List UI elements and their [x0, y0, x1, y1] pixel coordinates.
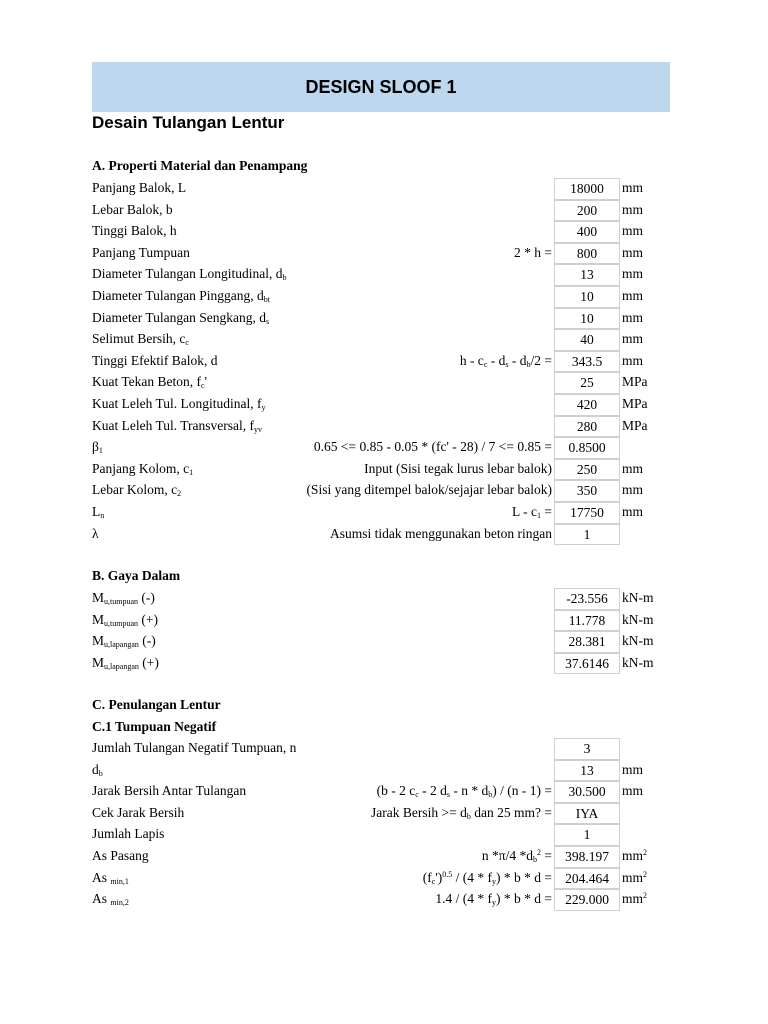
table-row [92, 351, 692, 373]
row-value-cell[interactable]: 200 [554, 200, 620, 222]
table-row [92, 308, 692, 330]
row-label: Diameter Tulangan Longitudinal, $d_b$ [92, 266, 287, 283]
row-label: As $_{min,1}$ [92, 869, 129, 886]
table-row [92, 824, 692, 846]
row-formula: $(f_c')^{0.5} / (4 * f_y)$ * b * d = [422, 869, 552, 886]
row-label: $M_{u,tumpuan}$ (-) [92, 590, 155, 606]
row-value-cell[interactable]: 3 [554, 738, 620, 760]
table-row [92, 243, 692, 265]
row-label: Diameter Tulangan Sengkang, $d_s$ [92, 309, 270, 326]
row-unit: mm [622, 223, 644, 239]
row-label: Cek Jarak Bersih [92, 804, 185, 820]
row-formula: Input (Sisi tegak lurus lebar balok) [364, 460, 552, 476]
row-formula: (Sisi yang ditempel balok/sejajar lebar balok) [306, 482, 552, 498]
row-value-cell[interactable]: 1 [554, 524, 620, 546]
table-row [92, 846, 692, 868]
row-unit: kN-m [622, 590, 654, 605]
row-label: Lebar Balok, b [92, 201, 173, 217]
table-row [92, 781, 692, 803]
table-row [92, 329, 692, 351]
row-label: Panjang Kolom, $c_1$ [92, 460, 194, 477]
row-unit: kN-m [622, 654, 654, 670]
row-unit: mm [622, 761, 644, 777]
row-value-cell[interactable]: 13 [554, 760, 620, 782]
row-label: Tinggi Balok, h [92, 223, 177, 239]
table-row [92, 738, 692, 760]
row-label: Kuat Tekan Beton, $f_c'$ [92, 374, 208, 391]
table-row [92, 524, 692, 546]
row-label: Lebar Kolom, $c_2$ [92, 482, 182, 499]
row-value-cell[interactable]: 10 [554, 308, 620, 330]
row-value-cell[interactable]: 350 [554, 480, 620, 502]
table-row [92, 760, 692, 782]
row-label: Panjang Balok, L [92, 180, 187, 195]
row-unit: mm [622, 180, 644, 195]
row-value-cell[interactable]: 400 [554, 221, 620, 243]
section-a-heading: A. Properti Material dan Penampang [92, 158, 308, 173]
row-value-cell[interactable]: 17750 [554, 502, 620, 524]
row-label: $d_b$ [92, 761, 103, 778]
row-unit: mm [622, 309, 644, 325]
table-row [92, 221, 692, 243]
row-value-cell[interactable]: 28.381 [554, 631, 620, 653]
row-value-cell[interactable]: 280 [554, 416, 620, 438]
row-value-cell[interactable]: 25 [554, 372, 620, 394]
section-c-heading: C. Penulangan Lentur [92, 697, 221, 712]
table-row [92, 610, 692, 632]
row-label: Selimut Bersih, $c_c$ [92, 331, 189, 348]
row-value-cell[interactable]: 343.5 [554, 351, 620, 373]
row-label: Kuat Leleh Tul. Transversal, $f_{yv}$ [92, 417, 262, 434]
row-unit: $mm^2$ [622, 891, 648, 907]
row-value-cell[interactable]: 420 [554, 394, 620, 416]
row-unit: MPa [622, 417, 648, 433]
row-value-cell[interactable]: 250 [554, 459, 620, 481]
row-value-cell[interactable]: 10 [554, 286, 620, 308]
row-value-cell[interactable]: 40 [554, 329, 620, 351]
table-row [92, 372, 692, 394]
row-formula: h - $c_c - d_s - d_b/2$ = [459, 352, 552, 369]
row-unit: mm [622, 266, 644, 282]
row-unit: mm [622, 460, 644, 476]
row-value-cell[interactable]: 30.500 [554, 781, 620, 803]
row-unit: MPa [622, 396, 648, 411]
page-title: DESIGN SLOOF 1 [92, 62, 670, 112]
table-row [92, 264, 692, 286]
row-label: Jumlah Lapis [92, 826, 165, 842]
table-row [92, 480, 692, 502]
table-row [92, 437, 692, 459]
table-row [92, 803, 692, 825]
row-formula: 2 * h = [514, 244, 552, 260]
row-unit: mm [622, 482, 644, 498]
row-label: $M_{u,lapangan}$ (+) [92, 654, 159, 671]
row-label: Panjang Tumpuan [92, 244, 190, 260]
table-row [92, 631, 692, 653]
row-value-cell[interactable]: 800 [554, 243, 620, 265]
row-formula: L - $c_1$ = [512, 504, 552, 520]
table-row [92, 394, 692, 416]
row-value-cell[interactable]: IYA [554, 803, 620, 825]
row-unit: mm [622, 288, 644, 303]
row-label: λ [92, 525, 99, 541]
table-row [92, 178, 692, 200]
section-b-heading: B. Gaya Dalam [92, 568, 181, 583]
row-label: $\beta_1$ [92, 439, 103, 456]
row-label: Jumlah Tulangan Negatif Tumpuan, n [92, 740, 297, 755]
table-row [92, 868, 692, 890]
row-unit: mm [622, 352, 644, 368]
row-label: Kuat Leleh Tul. Longitudinal, $f_y$ [92, 396, 266, 412]
row-value-cell[interactable]: -23.556 [554, 588, 620, 610]
row-value-cell[interactable]: 37.6146 [554, 653, 620, 675]
table-row [92, 502, 692, 524]
row-label: $L_n$ [92, 504, 105, 520]
row-formula: Asumsi tidak menggunakan beton ringan [330, 525, 552, 541]
row-value-cell[interactable]: 18000 [554, 178, 620, 200]
subtitle: Desain Tulangan Lentur [92, 113, 285, 132]
row-unit: mm [622, 244, 644, 260]
row-value-cell[interactable]: 204.464 [554, 868, 620, 890]
row-label: As $_{min,2}$ [92, 891, 129, 908]
row-unit: mm [622, 783, 644, 799]
row-label: Jarak Bersih Antar Tulangan [92, 783, 247, 799]
row-label: Tinggi Efektif Balok, d [92, 352, 218, 368]
row-unit: mm [622, 201, 644, 217]
row-label: Diameter Tulangan Pinggang, $d_{bt}$ [92, 288, 270, 304]
row-value-cell[interactable]: 11.778 [554, 610, 620, 632]
row-unit: $mm^2$ [622, 869, 648, 885]
row-formula: 0.65 <= 0.85 - 0.05 * (fc' - 28) / 7 <= 0.85 = [313, 439, 552, 455]
table-row [92, 459, 692, 481]
row-label: As Pasang [92, 848, 149, 863]
row-unit: mm [622, 331, 644, 347]
row-label: $M_{u,lapangan}$ (-) [92, 633, 156, 650]
row-value-cell[interactable]: 13 [554, 264, 620, 286]
row-unit: mm [622, 504, 644, 519]
row-unit: kN-m [622, 633, 654, 649]
table-row [92, 653, 692, 675]
table-row [92, 200, 692, 222]
row-label: $M_{u,tumpuan}$ (+) [92, 611, 158, 628]
row-formula: (b - 2 $c_c - 2$ $d_s$ - n * $d_b) / (n - 1)$ = [376, 783, 552, 800]
row-value-cell[interactable]: 398.197 [554, 846, 620, 868]
row-formula: n *π/4 $*d_b^2$ = [481, 848, 552, 864]
row-formula: Jarak Bersih >= $d_b$ dan 25 mm? = [371, 804, 552, 821]
section-c-subheading: C.1 Tumpuan Negatif [92, 719, 217, 734]
row-unit: kN-m [622, 611, 654, 627]
row-value-cell[interactable]: 229.000 [554, 889, 620, 911]
table-row [92, 416, 692, 438]
row-value-cell[interactable]: 1 [554, 824, 620, 846]
table-row [92, 889, 692, 911]
row-value-cell[interactable]: 0.8500 [554, 437, 620, 459]
row-unit: MPa [622, 374, 648, 390]
row-formula: $1.4 / (4 * f_y)$ * b * d = [435, 891, 552, 908]
table-row [92, 286, 692, 308]
table-row [92, 588, 692, 610]
row-unit: $mm^2$ [622, 848, 648, 863]
